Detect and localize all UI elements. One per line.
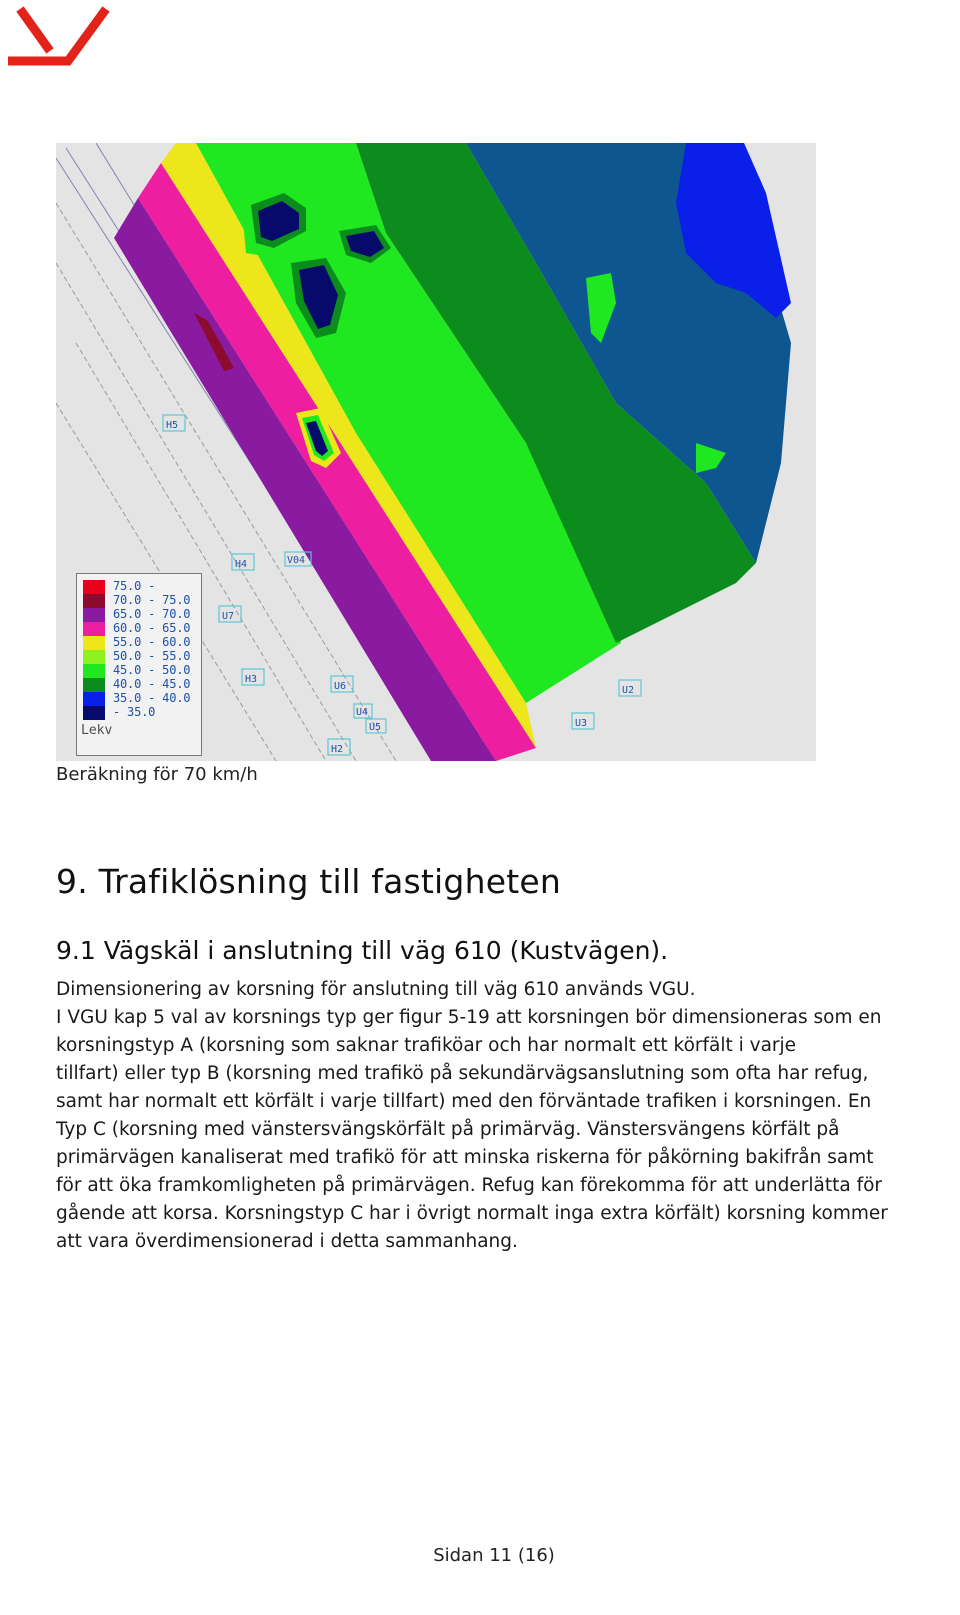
body-line: för att öka framkomligheten på primärvägen. Refug kan förekomma för att underlätta för — [56, 1175, 883, 1196]
map-label: U2 — [622, 685, 635, 696]
legend-label: 75.0 - — [113, 579, 156, 593]
legend-label: 65.0 - 70.0 — [113, 607, 191, 621]
body-line: samt har normalt ett körfält i varje tillfart) med den förväntade trafiken i korsningen. En — [56, 1091, 872, 1112]
map-label: H3 — [245, 674, 258, 685]
section-title: 9. Trafiklösning till fastigheten — [56, 862, 561, 901]
map-label: U6 — [334, 681, 347, 692]
body-line: I VGU kap 5 val av korsnings typ ger figur 5-19 att korsningen bör dimensioneras som en — [56, 1007, 882, 1028]
legend-entry — [83, 678, 195, 692]
legend-swatch — [83, 692, 105, 706]
figure-caption: Beräkning för 70 km/h — [56, 764, 258, 785]
map-label: U5 — [369, 722, 382, 733]
map-label: U3 — [575, 718, 588, 729]
legend-label: 60.0 - 65.0 — [113, 621, 191, 635]
page-number: Sidan 11 (16) — [433, 1545, 555, 1566]
map-legend — [76, 573, 202, 756]
legend-entry — [83, 692, 195, 706]
legend-title: Lekv — [81, 723, 113, 738]
legend-label: 35.0 - 40.0 — [113, 691, 191, 705]
legend-entry — [83, 650, 195, 664]
legend-entry — [83, 664, 195, 678]
legend-label: 40.0 - 45.0 — [113, 677, 191, 691]
legend-entry — [83, 622, 195, 636]
legend-swatch — [83, 664, 105, 678]
legend-swatch — [83, 580, 105, 594]
legend-entry — [83, 636, 195, 650]
map-label: H2 — [331, 744, 344, 755]
legend-swatch — [83, 678, 105, 692]
map-label: V04 — [287, 555, 306, 566]
legend-label: 50.0 - 55.0 — [113, 649, 191, 663]
body-line: tillfart) eller typ B (korsning med trafikö på sekundärvägsanslutning som ofta har refug, — [56, 1063, 869, 1084]
legend-label: 55.0 - 60.0 — [113, 635, 191, 649]
legend-label: - 35.0 — [113, 705, 156, 719]
legend-entry — [83, 580, 195, 594]
body-line: Dimensionering av korsning för anslutning till väg 610 används VGU. — [56, 979, 696, 1000]
body-line: Typ C (korsning med vänstersvängskörfält på primärväg. Vänstersvängens körfält på — [56, 1119, 840, 1140]
legend-entry — [83, 608, 195, 622]
legend-swatch — [83, 622, 105, 636]
brand-logo-icon — [6, 6, 110, 66]
map-label: H5 — [166, 420, 179, 431]
body-line: korsningstyp A (korsning som saknar trafiköar och har normalt ett körfält i varje — [56, 1035, 797, 1056]
legend-swatch — [83, 594, 105, 608]
legend-swatch — [83, 706, 105, 720]
map-label: U7 — [222, 611, 235, 622]
subsection-title: 9.1 Vägskäl i anslutning till väg 610 (Kustvägen). — [56, 936, 669, 965]
map-label: U4 — [356, 707, 369, 718]
body-line: primärvägen kanaliserat med trafikö för att minska riskerna för påkörning bakifrån samt — [56, 1147, 874, 1168]
legend-label: 45.0 - 50.0 — [113, 663, 191, 677]
legend-swatch — [83, 636, 105, 650]
legend-label: 70.0 - 75.0 — [113, 593, 191, 607]
map-label: H4 — [235, 559, 248, 570]
legend-entry — [83, 594, 195, 608]
legend-swatch — [83, 650, 105, 664]
body-line: gående att korsa. Korsningstyp C har i övrigt normalt inga extra körfält) korsning kommer — [56, 1203, 888, 1224]
body-line: att vara överdimensionerad i detta sammanhang. — [56, 1231, 518, 1252]
legend-swatch — [83, 608, 105, 622]
legend-entry — [83, 706, 195, 720]
